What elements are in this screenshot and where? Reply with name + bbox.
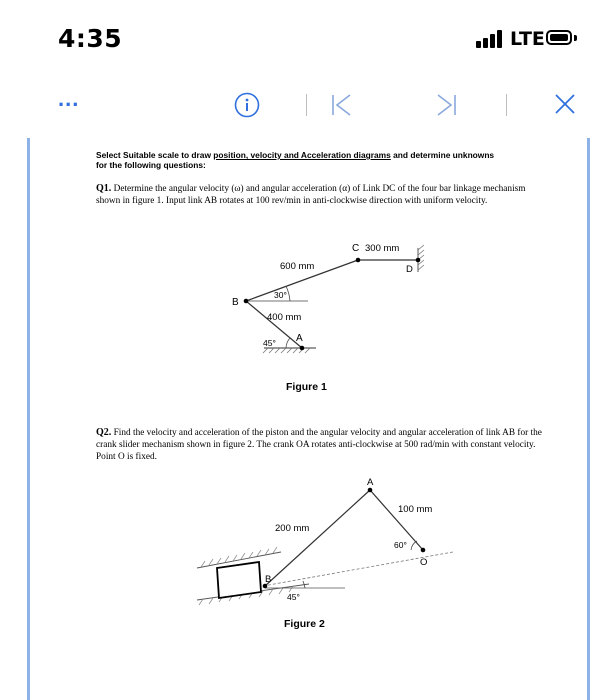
- joint-a: [368, 488, 373, 493]
- joint-a: [300, 346, 305, 351]
- figure-1-diagram: [220, 234, 450, 360]
- question-1: [96, 183, 548, 207]
- dim-cd: 300 mm: [365, 243, 400, 254]
- figure-2-caption: Figure 2: [284, 618, 325, 630]
- question-2: [96, 427, 548, 464]
- dim-oa: 100 mm: [398, 504, 433, 515]
- status-bar: [0, 0, 615, 72]
- angle-b: 45°: [287, 592, 300, 602]
- joint-b: [244, 299, 249, 304]
- joint-c: [356, 258, 361, 263]
- signal-bars-icon: [476, 30, 506, 48]
- toolbar-divider: [306, 94, 307, 116]
- angle-b: 30°: [274, 290, 287, 300]
- joint-d: [416, 258, 421, 263]
- toolbar-divider: [506, 94, 507, 116]
- figure-2-diagram: [195, 474, 455, 606]
- more-icon[interactable]: ...: [58, 86, 80, 111]
- instructions-suffix: and determine unknowns for the following questions:: [96, 150, 495, 170]
- joint-o: [421, 548, 426, 553]
- battery-icon: [546, 30, 572, 45]
- dim-ab: 200 mm: [275, 523, 310, 534]
- viewer-toolbar: [0, 72, 615, 139]
- label-a: A: [296, 333, 303, 344]
- info-icon[interactable]: [234, 92, 260, 118]
- document-page: [30, 138, 587, 700]
- dim-bc: 600 mm: [280, 261, 315, 272]
- page-border-right: [587, 138, 590, 700]
- question-1-text: Determine the angular velocity (ω) and angular acceleration (α) of Link DC of the four bar linkage mechanism shown in figure 1. Input link AB rotates at 100 rev/min in anti-clockwise direction with uniform velocity.: [96, 184, 526, 207]
- first-page-icon[interactable]: [330, 92, 354, 118]
- figure-1-caption: Figure 1: [286, 381, 327, 393]
- label-b: B: [265, 574, 272, 585]
- next-page-icon[interactable]: [434, 92, 458, 118]
- label-c: C: [352, 243, 360, 254]
- document-viewer[interactable]: [0, 138, 615, 700]
- instructions-prefix: Select Suitable scale to draw: [96, 150, 214, 160]
- label-d: D: [406, 264, 413, 275]
- angle-o: 60°: [394, 540, 407, 550]
- label-b: B: [232, 297, 239, 308]
- label-a: A: [367, 477, 374, 488]
- dim-ab: 400 mm: [267, 312, 302, 323]
- network-type: LTE: [510, 28, 545, 50]
- instructions-text: [96, 150, 506, 170]
- question-2-label: Q2.: [96, 427, 112, 438]
- question-1-label: Q1.: [96, 183, 112, 194]
- label-o: O: [420, 557, 428, 568]
- instructions-underlined: position, velocity and Acceleration diagrams: [213, 150, 391, 160]
- question-2-text: Find the velocity and acceleration of the piston and the angular velocity and angular acceleration of link AB for the crank slider mechanism shown in figure 2. The crank OA rotates anti-clockwise at 500 rad/min with constant velocity. Point O is fixed.: [96, 428, 542, 463]
- angle-a: 45°: [263, 338, 276, 348]
- battery-tip: [574, 35, 577, 41]
- close-icon[interactable]: [553, 92, 577, 116]
- status-time: 4:35: [58, 24, 123, 53]
- slider-block: [217, 562, 261, 598]
